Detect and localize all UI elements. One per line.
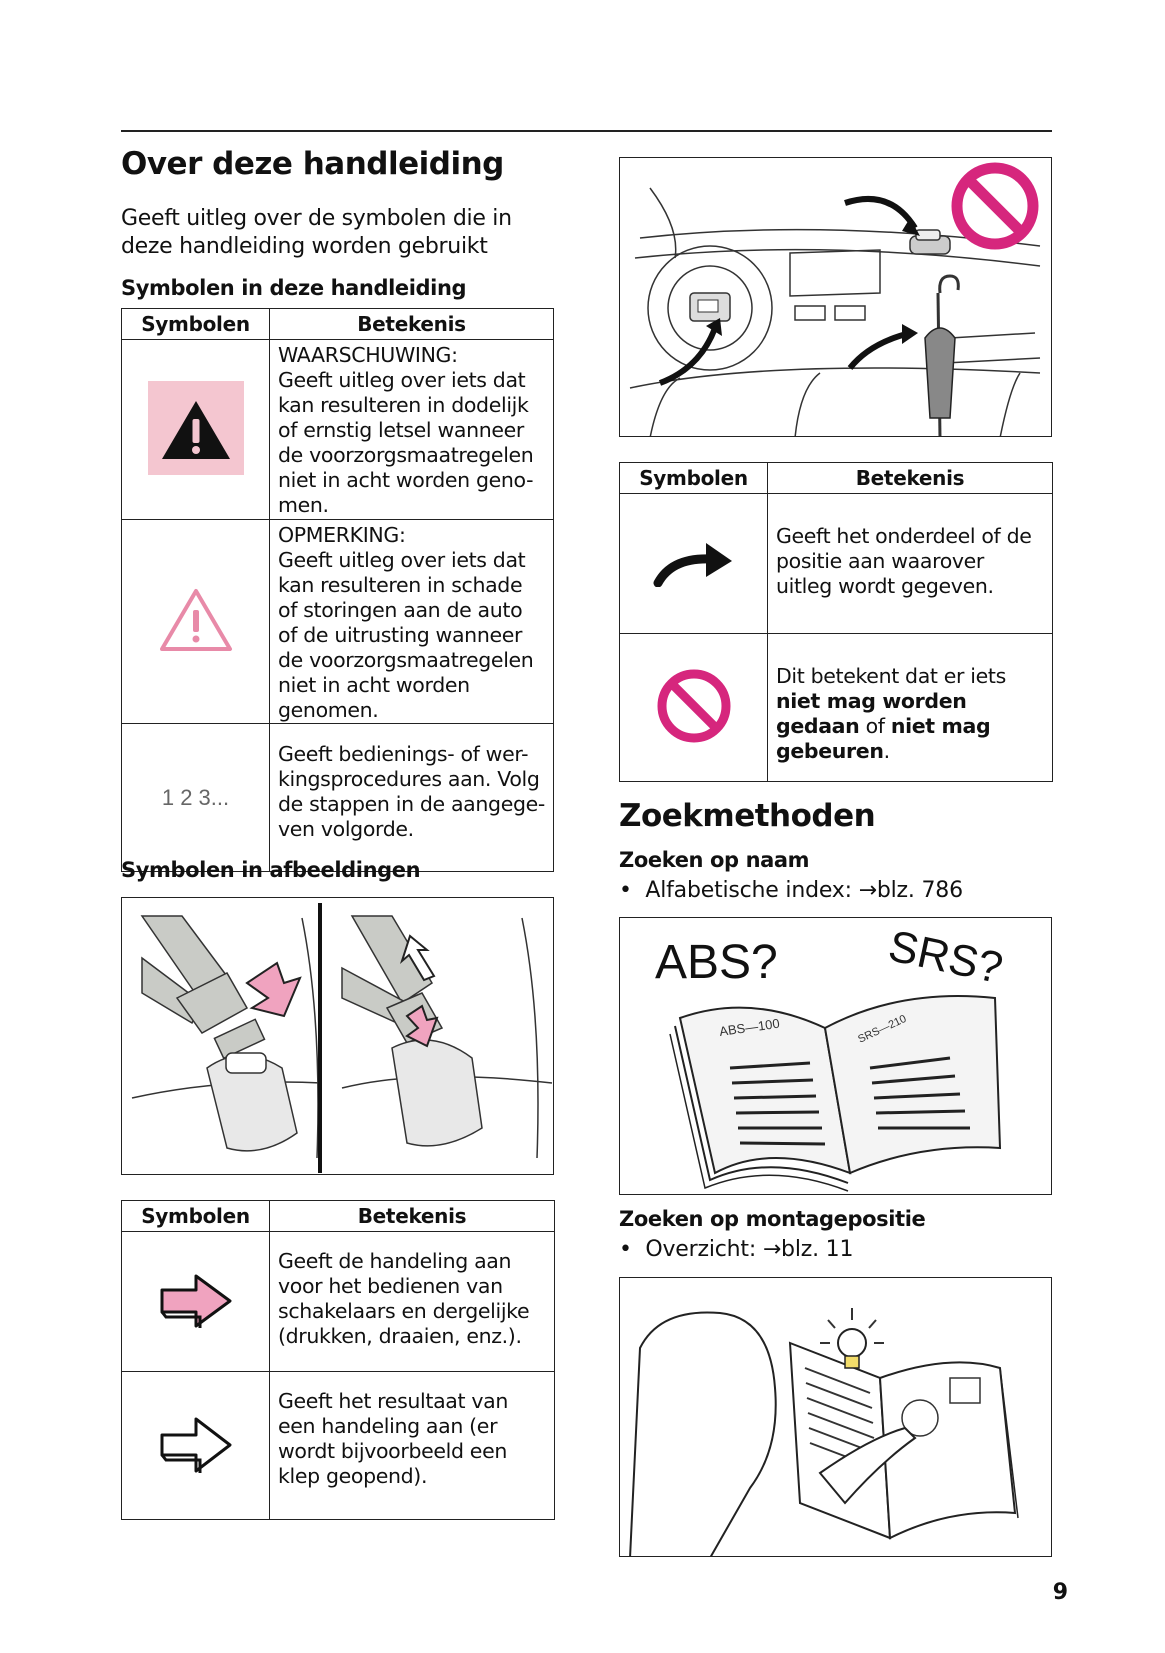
prohibited-text-bold2: niet mag gebeuren xyxy=(776,714,991,763)
warning-text: Geeft uitleg over iets dat kan resulteren in dodelijk of ernstig letsel wanneer de voorzorgsmaatregelen niet in acht worden geno-men. xyxy=(278,368,534,517)
notice-label: OPMERKING: xyxy=(278,523,406,547)
table-row xyxy=(122,1372,555,1520)
abs-entry: ABS—100 xyxy=(718,1015,781,1039)
warning-label: WAARSCHUWING: xyxy=(278,343,458,367)
overview-link[interactable]: Overzicht: →blz. 11 xyxy=(645,1237,854,1262)
prohibited-text-suffix: . xyxy=(883,739,890,763)
outline-arrow-icon xyxy=(156,1413,236,1475)
reading-illustration xyxy=(619,1277,1052,1557)
col-meaning-header: Betekenis xyxy=(270,1201,555,1232)
col-symbols-header: Symbolen xyxy=(620,463,768,494)
search-by-position-bullet: • Overzicht: →blz. 11 xyxy=(619,1237,854,1262)
page-title: Over deze handleiding xyxy=(121,146,504,182)
table-row xyxy=(620,494,1053,634)
table-row xyxy=(122,340,554,520)
table-row xyxy=(620,634,1053,782)
abs-label: ABS? xyxy=(655,936,778,989)
symbols-table xyxy=(121,308,554,872)
srs-entry: SRS—210 xyxy=(856,1012,909,1046)
search-heading: Zoekmethoden xyxy=(619,798,876,834)
book-illustration xyxy=(619,917,1052,1195)
action-arrow-text: Geeft de handeling aan voor het bedienen van schakelaars en dergelijke (drukken, draaien, enz.). xyxy=(278,1249,530,1348)
dashboard-illustration xyxy=(619,157,1052,437)
search-by-name-heading: Zoeken op naam xyxy=(619,848,810,872)
prohibited-text-mid: of xyxy=(859,714,891,738)
search-by-name-bullet: • Alfabetische index: →blz. 786 xyxy=(619,878,963,903)
steps-icon: 1 2 3... xyxy=(161,784,230,810)
col-meaning-header: Betekenis xyxy=(270,309,554,340)
intro-text: Geeft uitleg over de symbolen die in deze handleiding worden gebruikt xyxy=(121,206,512,259)
page-number: 9 xyxy=(1052,1580,1068,1605)
col-symbols-header: Symbolen xyxy=(122,309,270,340)
table-row xyxy=(122,1232,555,1372)
top-rule xyxy=(121,130,1052,132)
steps-text: Geeft bedienings- of wer-kingsprocedures aan. Volg de stappen in de aangege-ven volgorde. xyxy=(278,742,545,841)
result-arrow-text: Geeft het resultaat van een handeling aan (er wordt bijvoorbeeld een klep geopend). xyxy=(278,1389,508,1488)
illustrations-heading: Symbolen in afbeeldingen xyxy=(121,858,421,882)
srs-label: SRS? xyxy=(884,921,1007,994)
col-symbols-header: Symbolen xyxy=(122,1201,270,1232)
symbols-heading: Symbolen in deze handleiding xyxy=(121,276,467,300)
pointer-arrow-icon xyxy=(652,537,736,587)
index-link[interactable]: Alfabetische index: →blz. 786 xyxy=(645,878,963,903)
arrows-table xyxy=(121,1200,555,1520)
warning-outline-icon xyxy=(158,586,234,654)
warning-filled-icon xyxy=(148,381,244,475)
seatbelt-illustration xyxy=(121,897,554,1175)
pink-arrow-icon xyxy=(156,1270,236,1330)
prohibited-text-prefix: Dit betekent dat er iets xyxy=(776,664,1006,688)
search-by-position-heading: Zoeken op montagepositie xyxy=(619,1207,926,1231)
notice-text: Geeft uitleg over iets dat kan resulteren in schade of storingen aan de auto of de uitrusting wanneer de voorzorgsmaatregelen niet in acht worden genomen. xyxy=(278,548,534,722)
prohibited-icon xyxy=(654,666,734,746)
pointer-arrow-text: Geeft het onderdeel of de positie aan waarover uitleg wordt gegeven. xyxy=(776,524,1032,598)
col-meaning-header: Betekenis xyxy=(768,463,1053,494)
prohibited-text-bold1: niet mag worden gedaan xyxy=(776,689,967,738)
right-symbols-table xyxy=(619,462,1053,782)
table-row xyxy=(122,520,554,724)
table-row xyxy=(122,724,554,872)
